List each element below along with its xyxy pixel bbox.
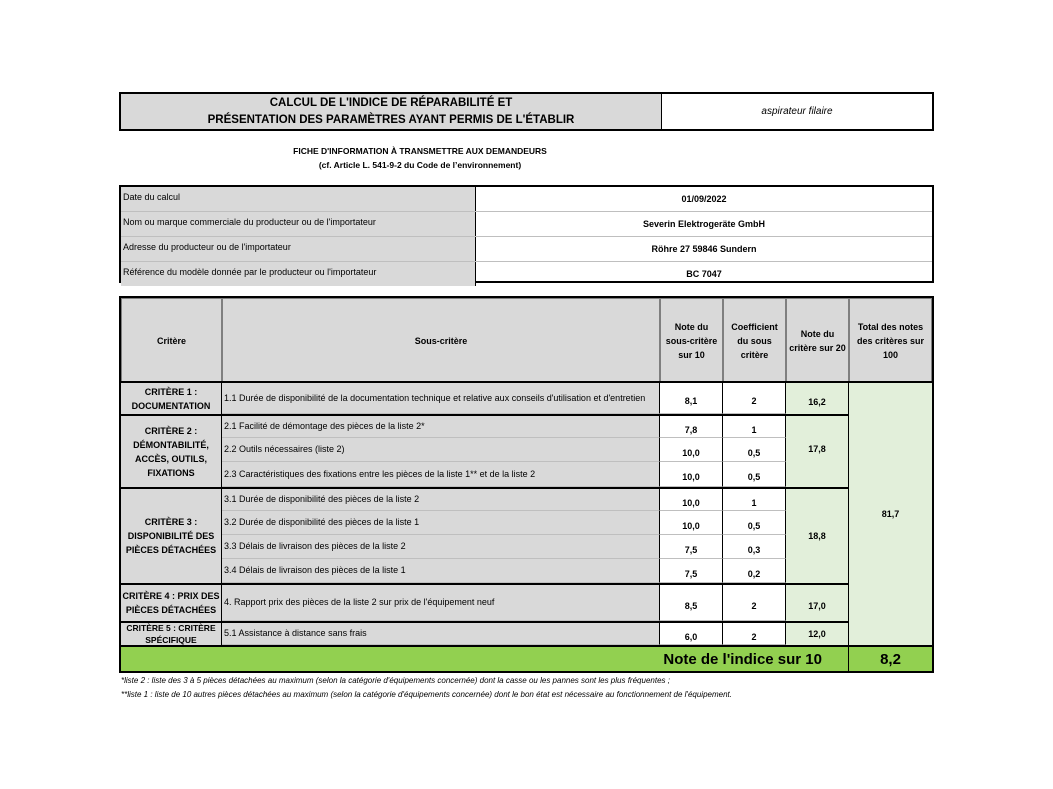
info-label: Date du calcul [121,187,476,211]
title-line-1: CALCUL DE L'INDICE DE RÉPARABILITÉ ET [269,96,513,109]
score-criterion-4: 17,0 [786,583,849,621]
coef-2-1: 1 [723,414,786,438]
coef-4: 2 [723,583,786,621]
repairability-table [119,296,934,673]
document-title [121,94,662,129]
info-table [119,185,934,283]
info-value: BC 7047 [686,269,722,279]
criterion-5-label: CRITÈRE 5 : CRITÈRE SPÉCIFIQUE [121,621,222,645]
footnote-liste-1: **liste 1 : liste de 10 autres pièces détachées au maximum (selon la catégorie d'équipements concernée) dont le bon état est nécessaire au fonctionnement de l'équipement. [121,690,732,699]
score-criterion-5: 12,0 [786,621,849,645]
header-critere: Critère [121,298,222,383]
coef-1-1: 2 [723,381,786,414]
note-5: 6,0 [660,621,723,645]
subcriterion-3-3: 3.3 Délais de livraison des pièces de la liste 2 [222,535,660,559]
coef-3-1: 1 [723,487,786,511]
header-total: Total des notes des critères sur 100 [849,298,932,383]
product-category: aspirateur filaire [761,106,833,117]
info-label: Nom ou marque commerciale du producteur ou de l'importateur [121,212,476,236]
header-box [119,92,934,131]
subcriterion-3-2: 3.2 Durée de disponibilité des pièces de la liste 1 [222,511,660,535]
header-sous-critere: Sous-critère [222,298,660,383]
subcriterion-2-1: 2.1 Facilité de démontage des pièces de la liste 2* [222,414,660,438]
note-3-4: 7,5 [660,559,723,583]
header-coefficient: Coefficient du sous critère [723,298,786,383]
info-label: Adresse du producteur ou de l'importateur [121,237,476,261]
coef-3-2: 0,5 [723,511,786,535]
note-3-3: 7,5 [660,535,723,559]
note-4: 8,5 [660,583,723,621]
index-value: 8,2 [849,645,932,671]
criterion-2-label: CRITÈRE 2 : DÉMONTABILITÉ, ACCÈS, OUTILS, FIXATIONS [121,414,222,487]
index-label: Note de l'indice sur 10 [121,645,849,671]
subcriterion-2-3: 2.3 Caractéristiques des fixations entre les pièces de la liste 1** et de la liste 2 [222,462,660,487]
note-2-2: 10,0 [660,438,723,462]
footnotes [121,674,921,702]
note-3-1: 10,0 [660,487,723,511]
footnote-liste-2: *liste 2 : liste des 3 à 5 pièces détachées au maximum (selon la catégorie d'équipements concernée) dont la casse ou les pannes sont les plus fréquentes ; [121,676,670,685]
score-criterion-3: 18,8 [786,487,849,583]
fiche-line-1: FICHE D'INFORMATION À TRANSMETTRE AUX DEMANDEURS [293,146,547,156]
info-value: Röhre 27 59846 Sundern [651,244,757,254]
coef-5: 2 [723,621,786,645]
note-1-1: 8,1 [660,381,723,414]
header-note-critere: Note du critère sur 20 [786,298,849,383]
coef-3-4: 0,2 [723,559,786,583]
title-line-2: PRÉSENTATION DES PARAMÈTRES AYANT PERMIS DE L'ÉTABLIR [207,113,575,126]
subcriterion-2-2: 2.2 Outils nécessaires (liste 2) [222,438,660,462]
header-note-sous-critere: Note du sous-critère sur 10 [660,298,723,383]
info-value: 01/09/2022 [681,194,727,204]
coef-2-3: 0,5 [723,462,786,487]
criterion-4-label: CRITÈRE 4 : PRIX DES PIÈCES DÉTACHÉES [121,583,222,621]
score-criterion-1: 16,2 [786,381,849,414]
info-label: Référence du modèle donnée par le producteur ou l'importateur [121,262,476,286]
subcriterion-4: 4. Rapport prix des pièces de la liste 2 sur prix de l'équipement neuf [222,583,660,621]
note-2-1: 7,8 [660,414,723,438]
info-row-reference [121,262,932,286]
subcriterion-3-4: 3.4 Délais de livraison des pièces de la liste 1 [222,559,660,583]
info-row-date [121,187,932,212]
note-3-2: 10,0 [660,511,723,535]
info-row-address [121,237,932,262]
note-2-3: 10,0 [660,462,723,487]
fiche-subtitle [220,144,620,172]
score-criterion-2: 17,8 [786,414,849,487]
subcriterion-3-1: 3.1 Durée de disponibilité des pièces de la liste 2 [222,487,660,511]
criterion-3-label: CRITÈRE 3 : DISPONIBILITÉ DES PIÈCES DÉTACHÉES [121,487,222,583]
subcriterion-5: 5.1 Assistance à distance sans frais [222,621,660,645]
fiche-line-2: (cf. Article L. 541-9-2 du Code de l’environnement) [318,160,522,170]
coef-3-3: 0,3 [723,535,786,559]
info-value: Severin Elektrogeräte GmbH [642,219,766,229]
criterion-1-label: CRITÈRE 1 : DOCUMENTATION [121,381,222,414]
info-row-producer [121,212,932,237]
subcriterion-1-1: 1.1 Durée de disponibilité de la documentation technique et relative aux conseils d'utilisation et d'entretien [222,381,660,414]
total-score-100: 81,7 [849,381,932,645]
coef-2-2: 0,5 [723,438,786,462]
